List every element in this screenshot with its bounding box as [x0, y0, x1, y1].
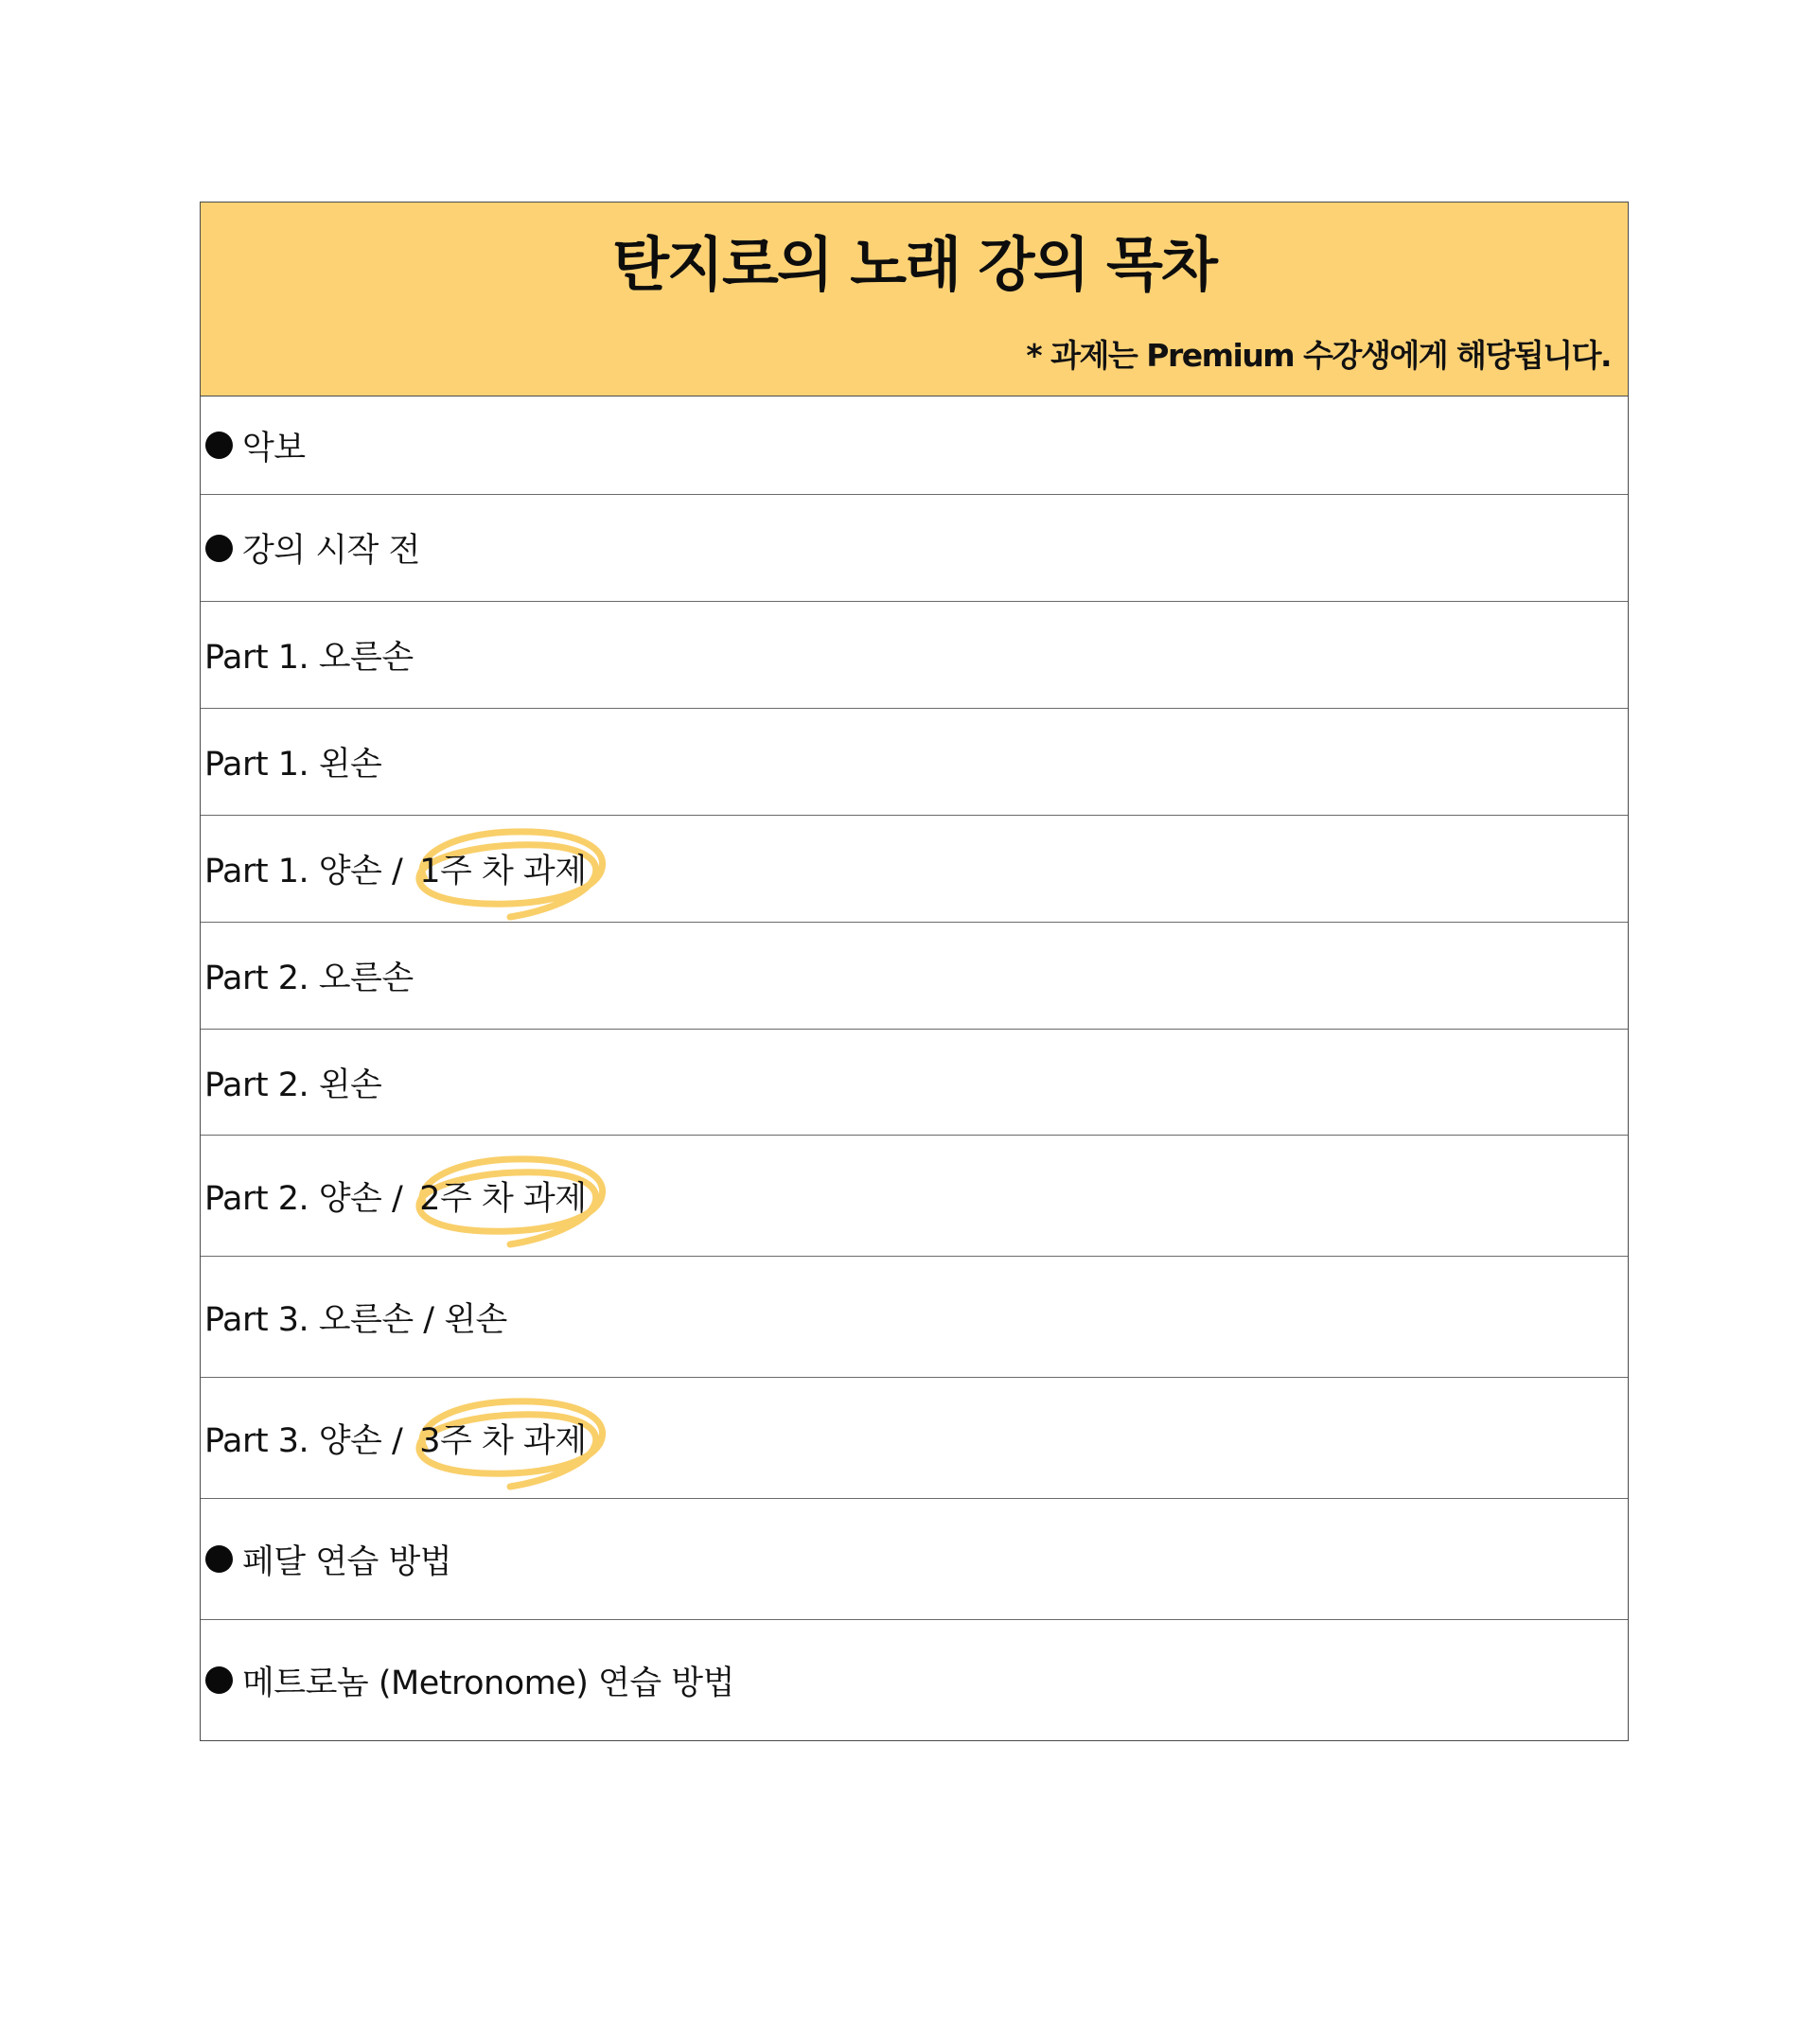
row-label: Part 2. 양손 /	[204, 1179, 403, 1218]
toc-row-metronome-practice[interactable]	[201, 1620, 1628, 1740]
bullet-icon	[205, 432, 233, 459]
toc-row-part1-right-hand[interactable]	[201, 602, 1628, 709]
toc-row-before-lecture[interactable]	[201, 495, 1628, 602]
assignment-badge-week3[interactable]	[419, 1415, 586, 1462]
toc-row-pedal-practice[interactable]	[201, 1499, 1628, 1620]
row-label: 악보	[242, 429, 306, 467]
toc-row-sheet-music[interactable]	[201, 396, 1628, 495]
assignment-badge-week2[interactable]	[419, 1172, 586, 1220]
bullet-icon	[205, 1545, 233, 1573]
toc-row-part2-both-hands[interactable]	[201, 1136, 1628, 1257]
assignment-label: 3주 차 과제	[419, 1421, 587, 1460]
row-label: 페달 연습 방법	[242, 1542, 452, 1581]
toc-row-part1-both-hands[interactable]	[201, 816, 1628, 923]
assignment-label: 1주 차 과제	[419, 853, 587, 890]
row-label: Part 1. 오른손	[204, 639, 414, 677]
row-label: 메트로놈 (Metronome) 연습 방법	[242, 1664, 734, 1702]
row-label: Part 1. 왼손	[204, 746, 382, 784]
bullet-icon	[205, 1666, 233, 1694]
toc-row-part3-right-left-hand[interactable]	[201, 1257, 1628, 1378]
toc-row-part3-both-hands[interactable]	[201, 1378, 1628, 1499]
toc-table	[200, 202, 1629, 1741]
toc-row-part1-left-hand[interactable]	[201, 709, 1628, 816]
row-label: 강의 시작 전	[242, 532, 420, 570]
toc-row-part2-right-hand[interactable]	[201, 923, 1628, 1030]
assignment-badge-week1[interactable]	[419, 845, 586, 892]
row-label: Part 1. 양손 /	[204, 853, 403, 890]
premium-note: * 과제는 Premium 수강생에게 해당됩니다.	[1026, 337, 1611, 374]
page-title: 탄지로의 노래 강의 목차	[612, 230, 1216, 299]
toc-header	[201, 203, 1628, 396]
row-label: Part 2. 왼손	[204, 1066, 382, 1104]
toc-row-part2-left-hand[interactable]	[201, 1030, 1628, 1136]
bullet-icon	[205, 535, 233, 562]
row-label: Part 3. 오른손 / 왼손	[204, 1300, 507, 1339]
row-label: Part 2. 오른손	[204, 960, 414, 997]
row-label: Part 3. 양손 /	[204, 1421, 403, 1460]
assignment-label: 2주 차 과제	[419, 1179, 587, 1218]
